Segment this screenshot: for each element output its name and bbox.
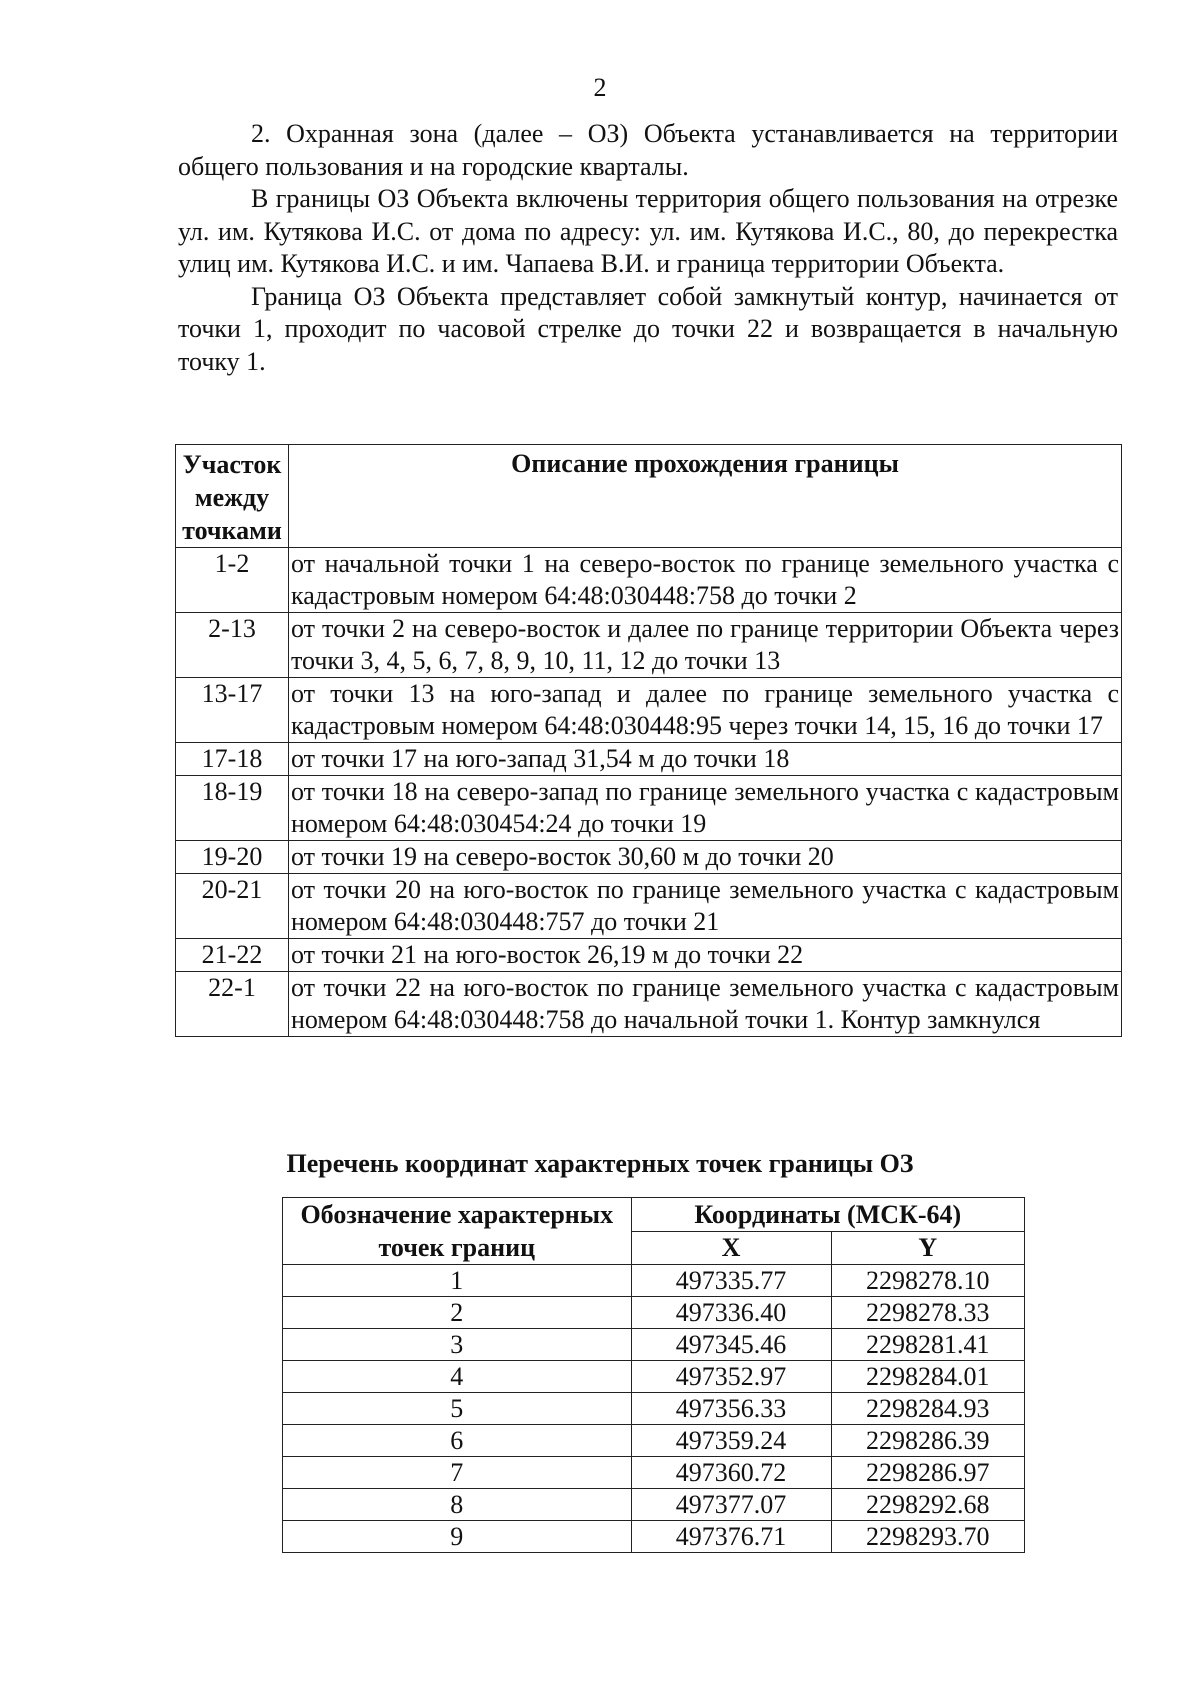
- point-cell: 8: [283, 1489, 632, 1521]
- y-coordinate-cell: 2298281.41: [831, 1329, 1024, 1361]
- table-row: [176, 874, 1122, 939]
- point-cell: 5: [283, 1393, 632, 1425]
- paragraph-3: Граница ОЗ Объекта представляет собой замкнутый контур, начинается от точки 1, проходит по часовой стрелке до точки 22 и возвращается в начальную точку 1.: [178, 281, 1118, 376]
- paragraph-1: 2. Охранная зона (далее – ОЗ) Объекта устанавливается на территории общего пользования и на городские кварталы.: [178, 119, 1118, 181]
- point-cell: 1: [283, 1265, 632, 1297]
- coordinates-table-body: [283, 1265, 1025, 1553]
- table-row: [283, 1361, 1025, 1393]
- point-column-header: Обозначение характерных точек границ: [283, 1198, 632, 1265]
- point-cell: 6: [283, 1425, 632, 1457]
- description-cell: от точки 13 на юго-запад и далее по границе земельного участка с кадастровым номером 64:48:030448:95 через точки 14, 15, 16 до точки 17: [289, 678, 1122, 743]
- table-row: [283, 1265, 1025, 1297]
- y-coordinate-cell: 2298286.39: [831, 1425, 1024, 1457]
- y-coordinate-cell: 2298284.01: [831, 1361, 1024, 1393]
- y-coordinate-cell: 2298286.97: [831, 1457, 1024, 1489]
- x-coordinate-cell: 497359.24: [631, 1425, 831, 1457]
- coordinates-header-row-1: [283, 1198, 1025, 1232]
- point-cell: 3: [283, 1329, 632, 1361]
- x-coordinate-cell: 497360.72: [631, 1457, 831, 1489]
- description-cell: от точки 19 на северо-восток 30,60 м до точки 20: [289, 841, 1122, 874]
- segment-column-header: Участок между точками: [176, 445, 289, 548]
- table-row: [176, 548, 1122, 613]
- x-coordinate-cell: 497345.46: [631, 1329, 831, 1361]
- point-cell: 2: [283, 1297, 632, 1329]
- table-row: [176, 939, 1122, 972]
- x-coordinate-cell: 497377.07: [631, 1489, 831, 1521]
- point-cell: 7: [283, 1457, 632, 1489]
- coordinates-table: [282, 1197, 1025, 1553]
- y-coordinate-cell: 2298284.93: [831, 1393, 1024, 1425]
- page-number: 2: [593, 73, 607, 102]
- description-cell: от точки 17 на юго-запад 31,54 м до точки 18: [289, 743, 1122, 776]
- x-coordinate-cell: 497335.77: [631, 1265, 831, 1297]
- table-row: [176, 613, 1122, 678]
- y-coordinate-cell: 2298293.70: [831, 1521, 1024, 1553]
- x-coordinate-cell: 497376.71: [631, 1521, 831, 1553]
- segment-cell: 2-13: [176, 613, 289, 678]
- table-row: [176, 972, 1122, 1037]
- table-row: [283, 1489, 1025, 1521]
- coords-column-header: Координаты (МСК-64): [631, 1198, 1024, 1232]
- description-cell: от точки 18 на северо-запад по границе земельного участка с кадастровым номером 64:48:030454:24 до точки 19: [289, 776, 1122, 841]
- table-row: [283, 1393, 1025, 1425]
- segment-cell: 20-21: [176, 874, 289, 939]
- x-coordinate-cell: 497336.40: [631, 1297, 831, 1329]
- x-column-header: X: [631, 1231, 831, 1265]
- segment-cell: 22-1: [176, 972, 289, 1037]
- y-coordinate-cell: 2298278.33: [831, 1297, 1024, 1329]
- segment-cell: 21-22: [176, 939, 289, 972]
- table-row: [176, 841, 1122, 874]
- description-cell: от точки 22 на юго-восток по границе земельного участка с кадастровым номером 64:48:030448:758 до начальной точки 1. Контур замкнулся: [289, 972, 1122, 1037]
- description-cell: от точки 2 на северо-восток и далее по границе территории Объекта через точки 3, 4, 5, 6, 7, 8, 9, 10, 11, 12 до точки 13: [289, 613, 1122, 678]
- table-row: [283, 1297, 1025, 1329]
- boundary-table-header-row: [176, 445, 1122, 548]
- table-row: [176, 678, 1122, 743]
- table-row: [176, 776, 1122, 841]
- segment-cell: 17-18: [176, 743, 289, 776]
- table-row: [283, 1521, 1025, 1553]
- table-row: [283, 1329, 1025, 1361]
- point-cell: 9: [283, 1521, 632, 1553]
- point-cell: 4: [283, 1361, 632, 1393]
- segment-cell: 1-2: [176, 548, 289, 613]
- x-coordinate-cell: 497352.97: [631, 1361, 831, 1393]
- y-column-header: Y: [831, 1231, 1024, 1265]
- paragraph-2: В границы ОЗ Объекта включены территория общего пользования на отрезке ул. им. Кутякова И.С. от дома по адресу: ул. им. Кутякова И.С., 80, до перекрестка улиц им. Кутякова И.С. и им. Чапаева В.И. и граница территории Объекта.: [178, 184, 1118, 278]
- x-coordinate-cell: 497356.33: [631, 1393, 831, 1425]
- y-coordinate-cell: 2298292.68: [831, 1489, 1024, 1521]
- segment-cell: 18-19: [176, 776, 289, 841]
- description-column-header: Описание прохождения границы: [289, 445, 1122, 548]
- description-cell: от точки 21 на юго-восток 26,19 м до точки 22: [289, 939, 1122, 972]
- segment-cell: 13-17: [176, 678, 289, 743]
- description-cell: от точки 20 на юго-восток по границе земельного участка с кадастровым номером 64:48:030448:757 до точки 21: [289, 874, 1122, 939]
- boundary-description-table: [175, 444, 1122, 1037]
- segment-cell: 19-20: [176, 841, 289, 874]
- table-row: [283, 1425, 1025, 1457]
- coordinates-title: Перечень координат характерных точек границы ОЗ: [286, 1149, 914, 1178]
- body-text: [178, 118, 1118, 378]
- table-row: [176, 743, 1122, 776]
- y-coordinate-cell: 2298278.10: [831, 1265, 1024, 1297]
- boundary-table-body: [176, 548, 1122, 1037]
- description-cell: от начальной точки 1 на северо-восток по границе земельного участка с кадастровым номером 64:48:030448:758 до точки 2: [289, 548, 1122, 613]
- table-row: [283, 1457, 1025, 1489]
